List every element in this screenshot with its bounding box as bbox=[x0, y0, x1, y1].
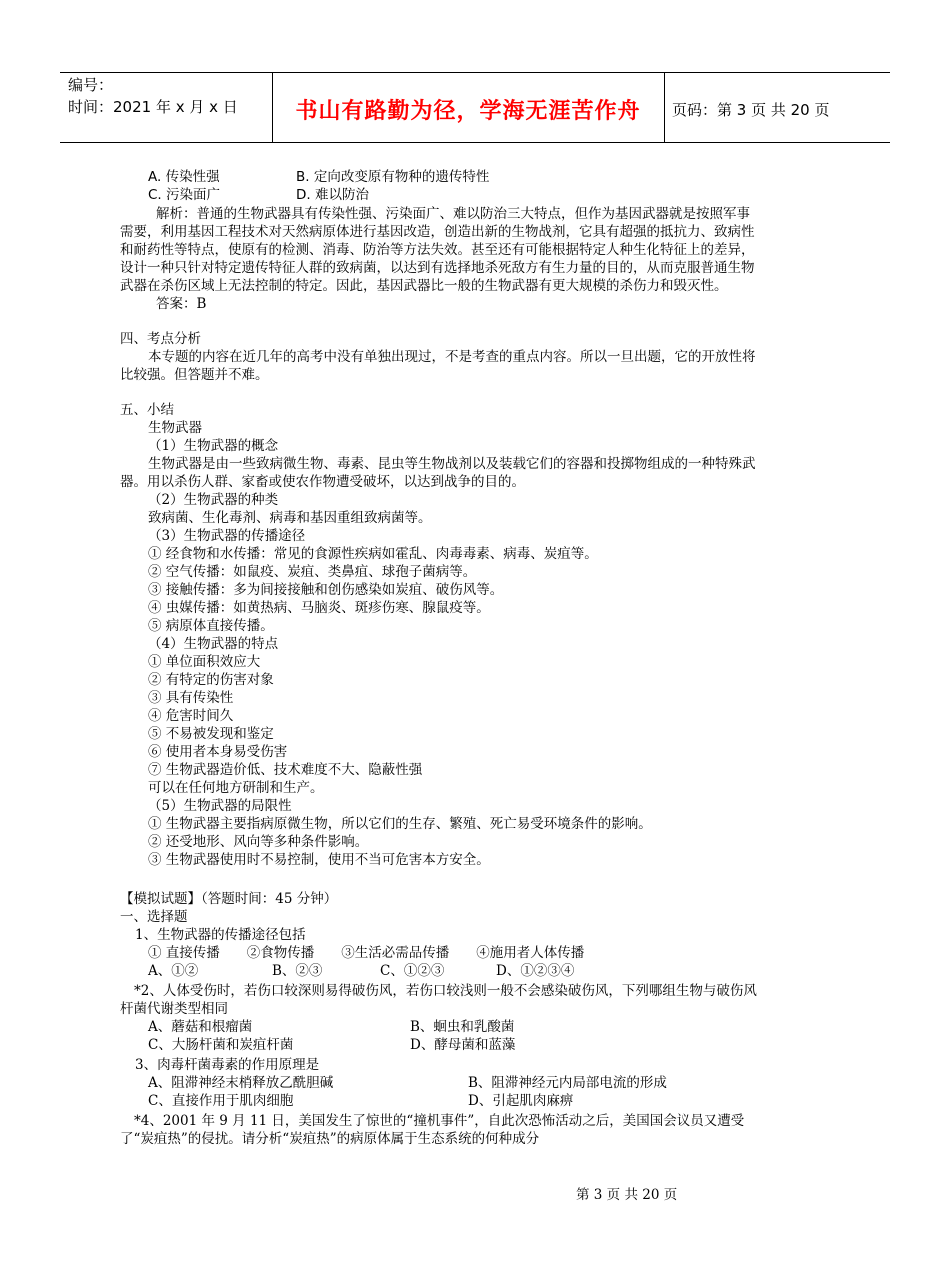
paragraph-line: 本专题的内容在近几年的高考中没有单独出现过，不是考查的重点内容。所以一旦出题，它的开放性将 bbox=[148, 349, 756, 365]
analysis-line: 设计一种只针对特定遗传特征人群的致病菌，以达到有选择地杀死敌方有生力量的目的，从而克服普通生物 bbox=[120, 260, 755, 276]
question-option: B、阻滞神经元内局部电流的形成 bbox=[468, 1075, 667, 1091]
question-items: ① 直接传播 ②食物传播 ③生活必需品传播 ④施用者人体传播 bbox=[148, 945, 585, 961]
question-stem: 杆菌代谢类型相同 bbox=[120, 1001, 228, 1017]
list-item: ① 经食物和水传播：常见的食源性疾病如霍乱、肉毒毒素、病毒、炭疽等。 bbox=[148, 546, 598, 562]
option-c: C. 污染面广 bbox=[148, 187, 221, 203]
analysis-line: 武器在杀伤区域上无法控制的特定。因此，基因武器比一般的生物武器有更大规模的杀伤力和毁灭性。 bbox=[120, 278, 728, 294]
list-item: ③ 生物武器使用时不易控制，使用不当可危害本方安全。 bbox=[148, 852, 490, 868]
summary-subheading: （5）生物武器的局限性 bbox=[148, 798, 292, 814]
paragraph-line: 生物武器是由一些致病微生物、毒素、昆虫等生物战剂以及装载它们的容器和投掷物组成的一种特殊武 bbox=[148, 456, 756, 472]
list-item: ① 单位面积效应大 bbox=[148, 654, 261, 670]
document-time-label: 时间：2021 年 x 月 x 日 bbox=[68, 98, 238, 116]
list-item: ④ 虫媒传播：如黄热病、马脑炎、斑疹伤寒、腺鼠疫等。 bbox=[148, 600, 490, 616]
analysis-line: 和耐药性等特点，使原有的检测、消毒、防治等方法失效。甚至还有可能根据特定人种生化特征上的差异， bbox=[120, 242, 755, 258]
page-footer: 第 3 页 共 20 页 bbox=[576, 1187, 678, 1203]
paragraph-line: 可以在任何地方研制和生产。 bbox=[148, 780, 324, 796]
header-motto: 书山有路勤为径，学海无涯苦作舟 bbox=[295, 99, 641, 124]
question-option: B、蛔虫和乳酸菌 bbox=[410, 1019, 515, 1035]
question-option: D、①②③④ bbox=[496, 963, 575, 979]
header-divider-right bbox=[664, 72, 665, 142]
question-stem: *2、人体受伤时，若伤口较深则易得破伤风，若伤口较浅则一般不会感染破伤风，下列哪组生物与破伤风 bbox=[134, 983, 757, 999]
question-option: C、①②③ bbox=[380, 963, 445, 979]
question-option: A、阻滞神经末梢释放乙酰胆碱 bbox=[148, 1075, 334, 1091]
option-a: A. 传染性强 bbox=[148, 169, 220, 185]
paragraph-line: 器。用以杀伤人群、家畜或使农作物遭受破坏，以达到战争的目的。 bbox=[120, 474, 525, 490]
document-number-label: 编号： bbox=[68, 76, 114, 94]
header-bottom-rule bbox=[60, 142, 890, 143]
analysis-line: 需要，利用基因工程技术对天然病原体进行基因改造，创造出新的生物战剂，它具有超强的抵抗力、致病性 bbox=[120, 224, 755, 240]
option-d: D. 难以防治 bbox=[296, 187, 369, 203]
option-b: B. 定向改变原有物种的遗传特性 bbox=[296, 169, 490, 185]
summary-subheading: （4）生物武器的特点 bbox=[148, 636, 279, 652]
question-option: D、引起肌肉麻痹 bbox=[468, 1093, 574, 1109]
summary-topic: 生物武器 bbox=[148, 420, 202, 436]
analysis-line: 解析：普通的生物武器具有传染性强、污染面广、难以防治三大特点，但作为基因武器就是按照军事 bbox=[156, 206, 750, 222]
question-option: B、②③ bbox=[272, 963, 323, 979]
question-stem: 了“炭疽热”的侵扰。请分析“炭疽热”的病原体属于生态系统的何种成分 bbox=[120, 1131, 540, 1147]
list-item: ③ 具有传染性 bbox=[148, 690, 234, 706]
question-stem: 1、生物武器的传播途径包括 bbox=[135, 927, 306, 943]
list-item: ③ 接触传播：多为间接接触和创伤感染如炭疽、破伤风等。 bbox=[148, 582, 504, 598]
question-option: C、大肠杆菌和炭疽杆菌 bbox=[148, 1037, 294, 1053]
paragraph-line: 比较强。但答题并不难。 bbox=[120, 367, 269, 383]
summary-subheading: （2）生物武器的种类 bbox=[148, 492, 279, 508]
section-heading: 五、小结 bbox=[120, 402, 174, 418]
question-option: C、直接作用于肌肉细胞 bbox=[148, 1093, 294, 1109]
list-item: ⑤ 病原体直接传播。 bbox=[148, 618, 274, 634]
list-item: ① 生物武器主要指病原微生物，所以它们的生存、繁殖、死亡易受环境条件的影响。 bbox=[148, 816, 652, 832]
question-option: A、①② bbox=[148, 963, 199, 979]
section-heading: 一、选择题 bbox=[120, 909, 188, 925]
answer: 答案：B bbox=[156, 296, 207, 312]
question-option: A、蘑菇和根瘤菌 bbox=[148, 1019, 253, 1035]
header-page-info: 页码：第 3 页 共 20 页 bbox=[672, 101, 830, 119]
list-item: ⑥ 使用者本身易受伤害 bbox=[148, 744, 288, 760]
list-item: ④ 危害时间久 bbox=[148, 708, 234, 724]
list-item: ⑤ 不易被发现和鉴定 bbox=[148, 726, 274, 742]
list-item: ② 有特定的伤害对象 bbox=[148, 672, 274, 688]
list-item: ⑦ 生物武器造价低、技术难度不大、隐蔽性强 bbox=[148, 762, 423, 778]
header-meta bbox=[68, 74, 238, 118]
list-item: ② 空气传播：如鼠疫、炭疽、类鼻疽、球孢子菌病等。 bbox=[148, 564, 477, 580]
list-item: ② 还受地形、风向等多种条件影响。 bbox=[148, 834, 369, 850]
question-option: D、酵母菌和蓝藻 bbox=[410, 1037, 516, 1053]
header-top-rule bbox=[60, 72, 890, 73]
summary-subheading: （1）生物武器的概念 bbox=[148, 438, 279, 454]
summary-subheading: （3）生物武器的传播途径 bbox=[148, 528, 306, 544]
question-stem: *4、2001 年 9 月 11 日，美国发生了惊世的“撞机事件”，自此次恐怖活动之后，美国国会议员又遭受 bbox=[134, 1113, 745, 1129]
section-heading: 四、考点分析 bbox=[120, 331, 201, 347]
paragraph-line: 致病菌、生化毒剂、病毒和基因重组致病菌等。 bbox=[148, 510, 432, 526]
question-stem: 3、肉毒杆菌毒素的作用原理是 bbox=[135, 1057, 320, 1073]
mock-test-title: 【模拟试题】（答题时间：45 分钟） bbox=[120, 891, 338, 907]
